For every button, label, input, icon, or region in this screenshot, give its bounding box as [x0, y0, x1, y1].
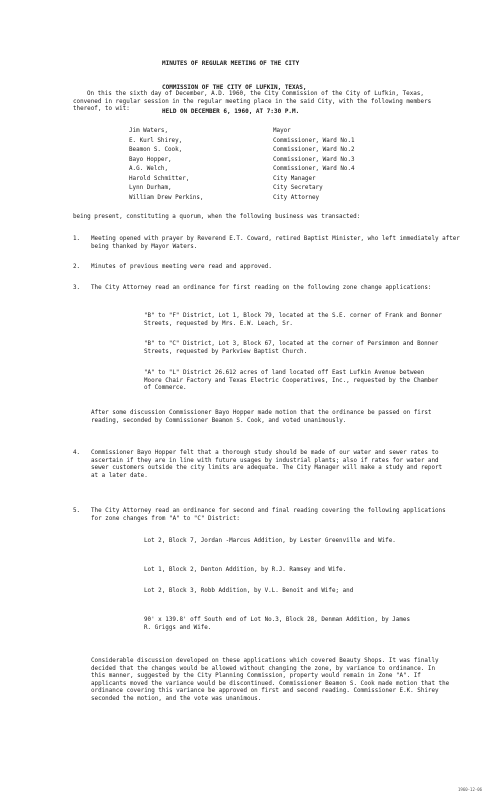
zone-change-entry: Lot 2, Block 7, Jordan -Marcus Addition, by Lester Greenville and Wife.	[144, 538, 396, 544]
member-role: Commissioner, Ward No.3	[273, 156, 355, 163]
member-role: City Secretary	[273, 185, 323, 191]
member-name: Harold Schmitter,	[129, 175, 190, 182]
quorum-line: being present, constituting a quorum, when the following business was transacted:	[73, 214, 361, 220]
title-line-1: MINUTES OF REGULAR MEETING OF THE CITY	[162, 60, 300, 67]
item-number: 5.	[73, 508, 81, 514]
member-name: Beamon S. Cook,	[129, 147, 183, 153]
member-role: Commissioner, Ward No.1	[273, 137, 355, 144]
item-number: 1.	[73, 236, 81, 242]
corner-mark: 1960-12-06	[458, 787, 483, 792]
member-role: Commissioner, Ward No.2	[273, 147, 355, 153]
item-number: 4.	[73, 450, 81, 456]
title-line-2: COMMISSION OF THE CITY OF LUFKIN, TEXAS,	[162, 84, 307, 91]
member-name: Lynn Durham,	[129, 185, 172, 191]
item-number: 2.	[73, 264, 81, 270]
item-number: 3.	[73, 285, 81, 291]
member-name: A.G. Welch,	[129, 166, 169, 172]
member-role: Commissioner, Ward No.4	[273, 166, 355, 172]
member-role: City Attorney	[273, 194, 320, 201]
zone-change-entry: Lot 1, Block 2, Denton Addition, by R.J. Ramsey and Wife.	[144, 567, 347, 573]
document-title	[162, 44, 307, 132]
item-text: The City Attorney read an ordinance for second and final reading covering the following applications for zone changes from "A" to "C" District:	[91, 508, 446, 522]
member-name: Jim Waters,	[129, 128, 169, 134]
item-text: Minutes of previous meeting were read and approved.	[91, 264, 272, 270]
item-text: Meeting opened with prayer by Reverend E.T. Coward, retired Baptist Minister, who left immediately after being thanked by Mayor Waters.	[91, 236, 460, 250]
item-text: Commissioner Bayo Hopper felt that a thorough study should be made of our water and sewer rates to ascertain if they are in line with future usages by industrial plants; also if rates for water and sewer customers outside the city limits are adequate. The City Manager will make a study and report at a later date.	[91, 450, 443, 479]
item-5-resolution: Considerable discussion developed on these applications which covered Beauty Shops. It was finally decided that the changes would be allowed without changing the zone, by variance to ordinance. In this manner, suggested by the City Planning Commission, property would remain in Zone "A". If applicants moved the variance would be discontinued. Commissioner Beamon S. Cook made motion that the ordinance covering this variance be approved on first and second reading. Commissioner E.K. Shirey seconded the motion, and the vote was unanimous.	[91, 658, 450, 702]
member-name: E. Kurl Shirey,	[129, 137, 183, 144]
member-role: Mayor	[273, 128, 291, 134]
member-name: Bayo Hopper,	[129, 156, 172, 163]
item-3-resolution: After some discussion Commissioner Bayo Hopper made motion that the ordinance be passed on first reading, seconded by Commissioner Beamon S. Cook, and voted unanimously.	[91, 410, 432, 424]
member-name: William Drew Perkins,	[129, 194, 204, 201]
zone-change-entry: 90' x 139.8' off South end of Lot No.3, Block 28, Denman Addition, by James R. Griggs and Wife.	[144, 617, 410, 631]
zone-change-entry: "B" to "C" District, Lot 3, Block 67, located at the corner of Persimmon and Bonner Streets, requested by Parkview Baptist Church.	[144, 341, 439, 355]
title-line-3: HELD ON DECEMBER 6, 1960, AT 7:30 P.M.	[162, 108, 300, 115]
item-text: The City Attorney read an ordinance for first reading on the following zone change applications:	[91, 285, 432, 291]
member-role: City Manager	[273, 175, 316, 182]
zone-change-entry: Lot 2, Block 3, Robb Addition, by V.L. Benoit and Wife; and	[144, 588, 354, 594]
zone-change-entry: "A" to "L" District 26.612 acres of land located off East Lufkin Avenue between Moore Chair Factory and Texas Electric Cooperatives, Inc., requested by the Chamber of Commerce.	[144, 370, 439, 392]
intro-paragraph: On this the sixth day of December, A.D. 1960, the City Commission of the City of Lufkin, Texas, convened in regular session in the regular meeting place in the said City, with the following members thereof, to wit:	[73, 91, 432, 113]
zone-change-entry: "B" to "F" District, Lot 1, Block 79, located at the S.E. corner of Frank and Bonner Streets, requested by Mrs. E.W. Leach, Sr.	[144, 313, 442, 327]
